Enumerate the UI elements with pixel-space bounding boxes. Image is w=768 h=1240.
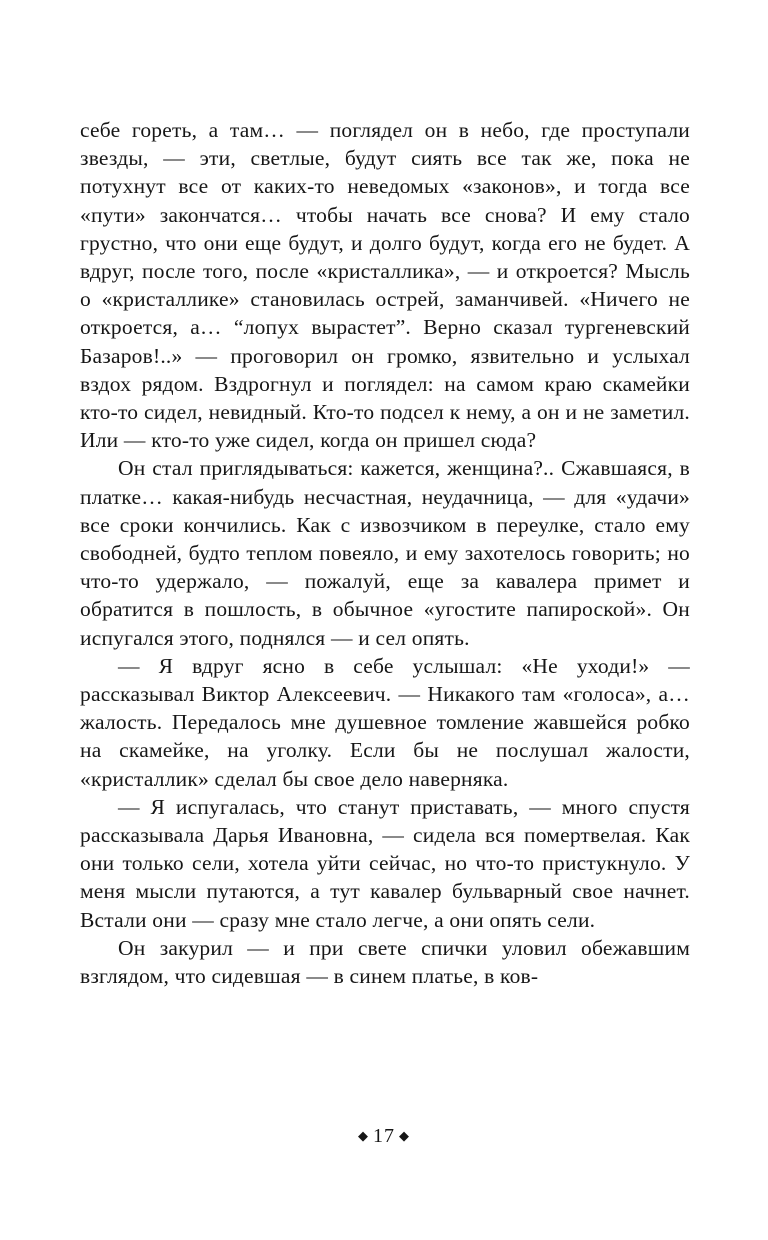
paragraph: Он закурил — и при свете спички уловил обежавшим взглядом, что сидевшая — в синем платье, в ков- bbox=[80, 935, 690, 989]
paragraph: — Я испугалась, что станут приставать, — много спустя рассказывала Дарья Ивановна, — сидела вся помертвелая. Как они только сели, хотела уйти сейчас, но что-то пристукнуло. У меня мысли путаются, а тут кавалер бульварный свое начнет. Встали они — сразу мне стало легче, а они опять сели. bbox=[80, 794, 690, 932]
page-text bbox=[80, 116, 690, 990]
paragraph: Он стал приглядываться: кажется, женщина?.. Сжавшаяся, в платке… какая-нибудь несчастная, неудачница, — для «удачи» все сроки кончились. Как с извозчиком в переулке, стало ему свободней, будто теплом повеяло, и ему захотелось говорить; но что-то удержало, — пожалуй, еще за кавалера примет и обратится в пошлость, в обычное «угостите папироской». Он испугался этого, поднялся — и сел опять. bbox=[80, 456, 690, 650]
footer-ornament-left-icon: ◆ bbox=[358, 1128, 369, 1143]
page-footer bbox=[0, 1125, 768, 1148]
paragraph: — Я вдруг ясно в себе услышал: «Не уходи!» — рассказывал Виктор Алексеевич. — Никакого там «голоса», а… жалость. Передалось мне душевное томление жавшейся робко на скамейке, на уголку. Если бы не послушал жалости, «кристаллик» сделал бы свое дело наверняка. bbox=[80, 653, 690, 791]
page-number: 17 bbox=[373, 1125, 395, 1147]
paragraph: себе гореть, а там… — поглядел он в небо, где проступали звезды, — эти, светлые, будут сиять все так же, пока не потухнут все от каких-то неведомых «законов», и тогда все «пути» закончатся… чтобы начать все снова? И ему стало грустно, что они еще будут, и долго будут, когда его не будет. А вдруг, после того, после «кристаллика», — и откроется? Мысль о «кристаллике» становилась острей, заманчивей. «Ничего не откроется, а… “лопух вырастет”. Верно сказал тургеневский Базаров!..» — проговорил он громко, язвительно и услыхал вздох рядом. Вздрогнул и поглядел: на самом краю скамейки кто-то сидел, невидный. Кто-то подсел к нему, а он и не заметил. Или — кто-то уже сидел, когда он пришел сюда? bbox=[80, 118, 690, 453]
footer-ornament-right-icon: ◆ bbox=[399, 1128, 410, 1143]
